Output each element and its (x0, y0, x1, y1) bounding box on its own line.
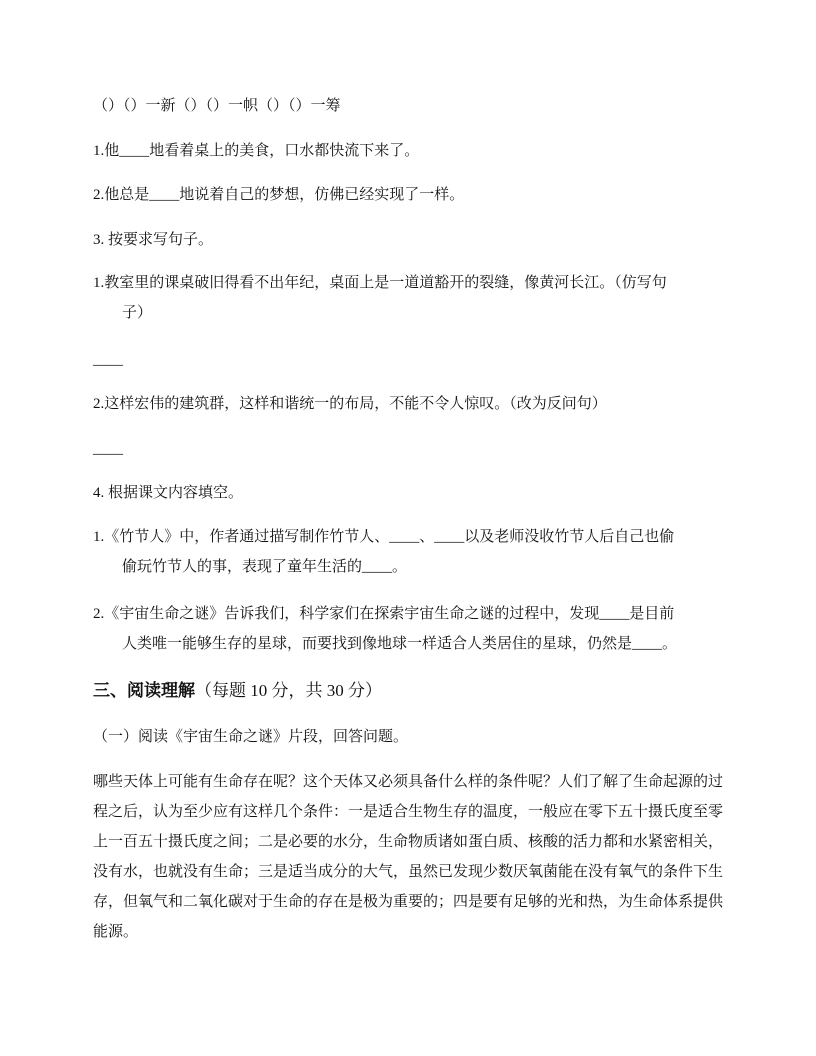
reading-1-passage: 哪些天体上可能有生命存在呢？这个天体又必须具备什么样的条件呢？人们了解了生命起源的过程之后，认为至少应有这样几个条件：一是适合生物生存的温度，一般应在零下五十摄氏度至零上一百五十摄氏度之间；二是必要的水分，生命物质诸如蛋白质、核酸的活力都和水紧密相关，没有水，也就没有生命；三是适当成分的大气，虽然已发现少数厌氧菌能在没有氧气的条件下生存，但氧气和二氧化碳对于生命的存在是极为重要的；四是要有足够的光和热，为生命体系提供能源。 (93, 774, 724, 940)
question-4-2-line2: 人类唯一能够生存的星球，而要找到像地球一样适合人类居住的星球，仍然是____。 (122, 636, 678, 652)
section-reading-heading (93, 680, 382, 702)
answer-blank-2: ____ (93, 441, 123, 457)
question-2-2: 2.他总是____地说着自己的梦想，仿佛已经实现了一样。 (93, 187, 465, 203)
question-4-2-line1: 2.《宇宙生命之谜》告诉我们，科学家们在探索宇宙生命之谜的过程中，发现____是目前 (93, 606, 675, 622)
question-3-1-line1: 1.教室里的课桌破旧得看不出年纪，桌面上是一道道豁开的裂缝，像黄河长江。（仿写句 (93, 275, 667, 291)
idiom-fill-line: （）（）一新（）（）一帜（）（）一筹 (93, 98, 341, 114)
answer-blank-1: ____ (93, 352, 123, 368)
section-4-title: 4. 根据课文内容填空。 (93, 485, 244, 501)
section-3-title: 3. 按要求写句子。 (93, 232, 214, 248)
section-reading-title: 三、阅读理解 (93, 681, 195, 701)
reading-1-intro: （一）阅读《宇宙生命之谜》片段，回答问题。 (93, 729, 409, 745)
question-3-2: 2.这样宏伟的建筑群，这样和谐统一的布局，不能不令人惊叹。（改为反问句） (93, 396, 607, 412)
question-2-1: 1.他____地看着桌上的美食，口水都快流下来了。 (93, 143, 420, 159)
question-4-1-line2: 偷玩竹节人的事，表现了童年生活的____。 (122, 559, 408, 575)
question-3-1-line2: 子） (122, 305, 153, 321)
question-4-1-line1: 1.《竹节人》中，作者通过描写制作竹节人、____、____以及老师没收竹节人后自己也偷 (93, 529, 675, 545)
section-reading-note: （每题 10 分，共 30 分） (195, 681, 382, 700)
